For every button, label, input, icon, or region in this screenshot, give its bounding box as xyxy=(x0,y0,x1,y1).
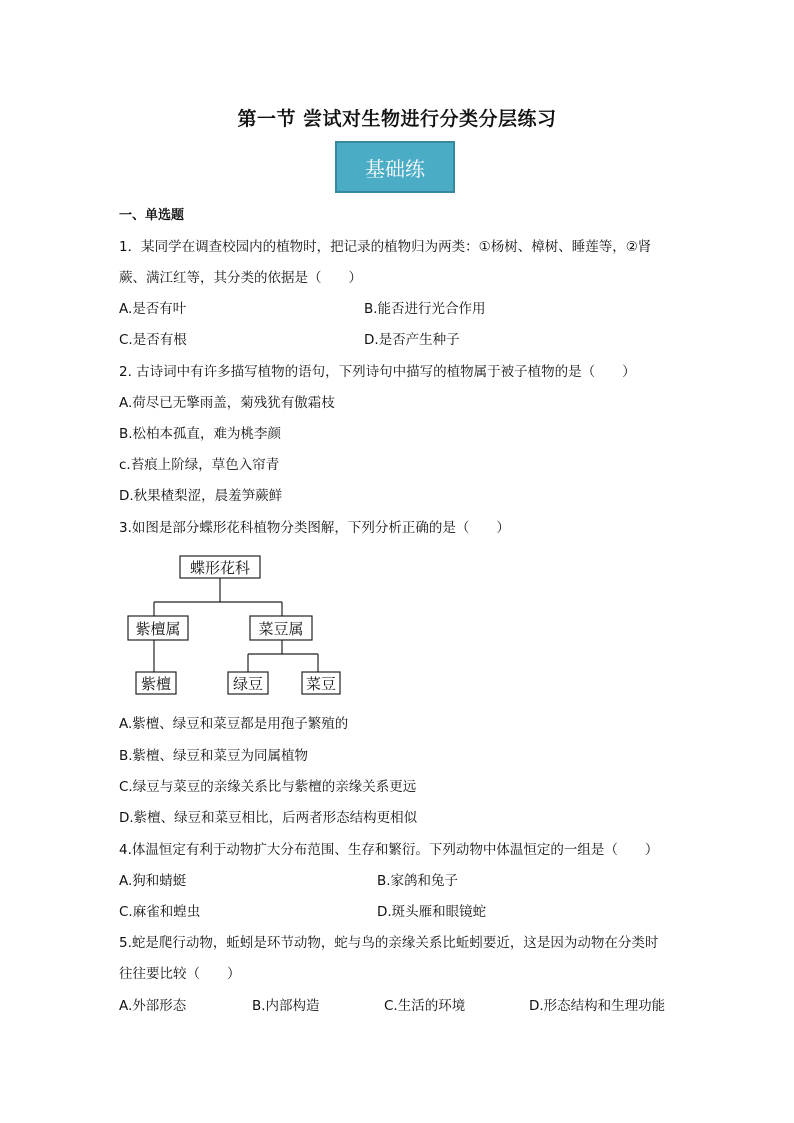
level-badge: 基础练 xyxy=(335,141,455,193)
option-c: C.绿豆与菜豆的亲缘关系比与紫檀的亲缘关系更远 xyxy=(119,779,417,795)
classification-diagram xyxy=(120,550,350,700)
option-a: A.是否有叶 xyxy=(119,301,187,317)
option-d: D.秋果楂梨涩，晨羞笋蕨鲜 xyxy=(119,488,283,504)
question-stem: 1．某同学在调查校园内的植物时，把记录的植物归为两类：①杨树、樟树、睡莲等，②肾 xyxy=(119,239,652,255)
option-d: D.斑头雁和眼镜蛇 xyxy=(377,904,487,920)
node-genus-left: 紫檀属 xyxy=(135,620,181,638)
option-b: B.家鸽和兔子 xyxy=(377,873,459,889)
option-a: A.外部形态 xyxy=(119,998,187,1014)
question-stem: 4.体温恒定有利于动物扩大分布范围、生存和繁衍。下列动物中体温恒定的一组是（ ） xyxy=(119,842,659,858)
node-species-2: 绿豆 xyxy=(232,675,264,693)
option-d: D.紫檀、绿豆和菜豆相比，后两者形态结构更相似 xyxy=(119,810,418,826)
question-stem: 3.如图是部分蝶形花科植物分类图解，下列分析正确的是（ ） xyxy=(119,520,510,536)
option-c: C.麻雀和蝗虫 xyxy=(119,904,201,920)
option-d: D.是否产生种子 xyxy=(364,332,460,348)
page-title: 第一节 尝试对生物进行分类分层练习 xyxy=(237,108,557,130)
option-b: B.能否进行光合作用 xyxy=(364,301,486,317)
node-genus-right: 菜豆属 xyxy=(258,620,304,638)
node-species-1: 紫檀 xyxy=(140,675,172,693)
option-a: A.狗和蜻蜓 xyxy=(119,873,187,889)
node-family: 蝶形花科 xyxy=(189,559,251,577)
question-stem: 2. 古诗词中有许多描写植物的语句，下列诗句中描写的植物属于被子植物的是（ ） xyxy=(119,364,636,380)
option-b: B.内部构造 xyxy=(252,998,320,1014)
question-stem-cont: 往往要比较（ ） xyxy=(119,966,241,982)
option-c: C.是否有根 xyxy=(119,332,187,348)
option-b: B.紫檀、绿豆和菜豆为同属植物 xyxy=(119,748,309,764)
question-stem: 5.蛇是爬行动物，蚯蚓是环节动物，蛇与鸟的亲缘关系比蚯蚓要近，这是因为动物在分类时 xyxy=(119,935,659,951)
option-b: B.松柏本孤直，难为桃李颜 xyxy=(119,426,282,442)
option-c: C.生活的环境 xyxy=(384,998,466,1014)
option-c: c.苔痕上阶绿，草色入帘青 xyxy=(119,457,280,473)
option-a: A.荷尽已无擎雨盖，菊残犹有傲霜枝 xyxy=(119,395,335,411)
section-heading: 一、单选题 xyxy=(119,208,185,223)
node-species-3: 菜豆 xyxy=(305,675,337,693)
option-d: D.形态结构和生理功能 xyxy=(529,998,666,1014)
option-a: A.紫檀、绿豆和菜豆都是用孢子繁殖的 xyxy=(119,716,349,732)
question-stem-cont: 蕨、满江红等，其分类的依据是（ ） xyxy=(119,270,362,286)
